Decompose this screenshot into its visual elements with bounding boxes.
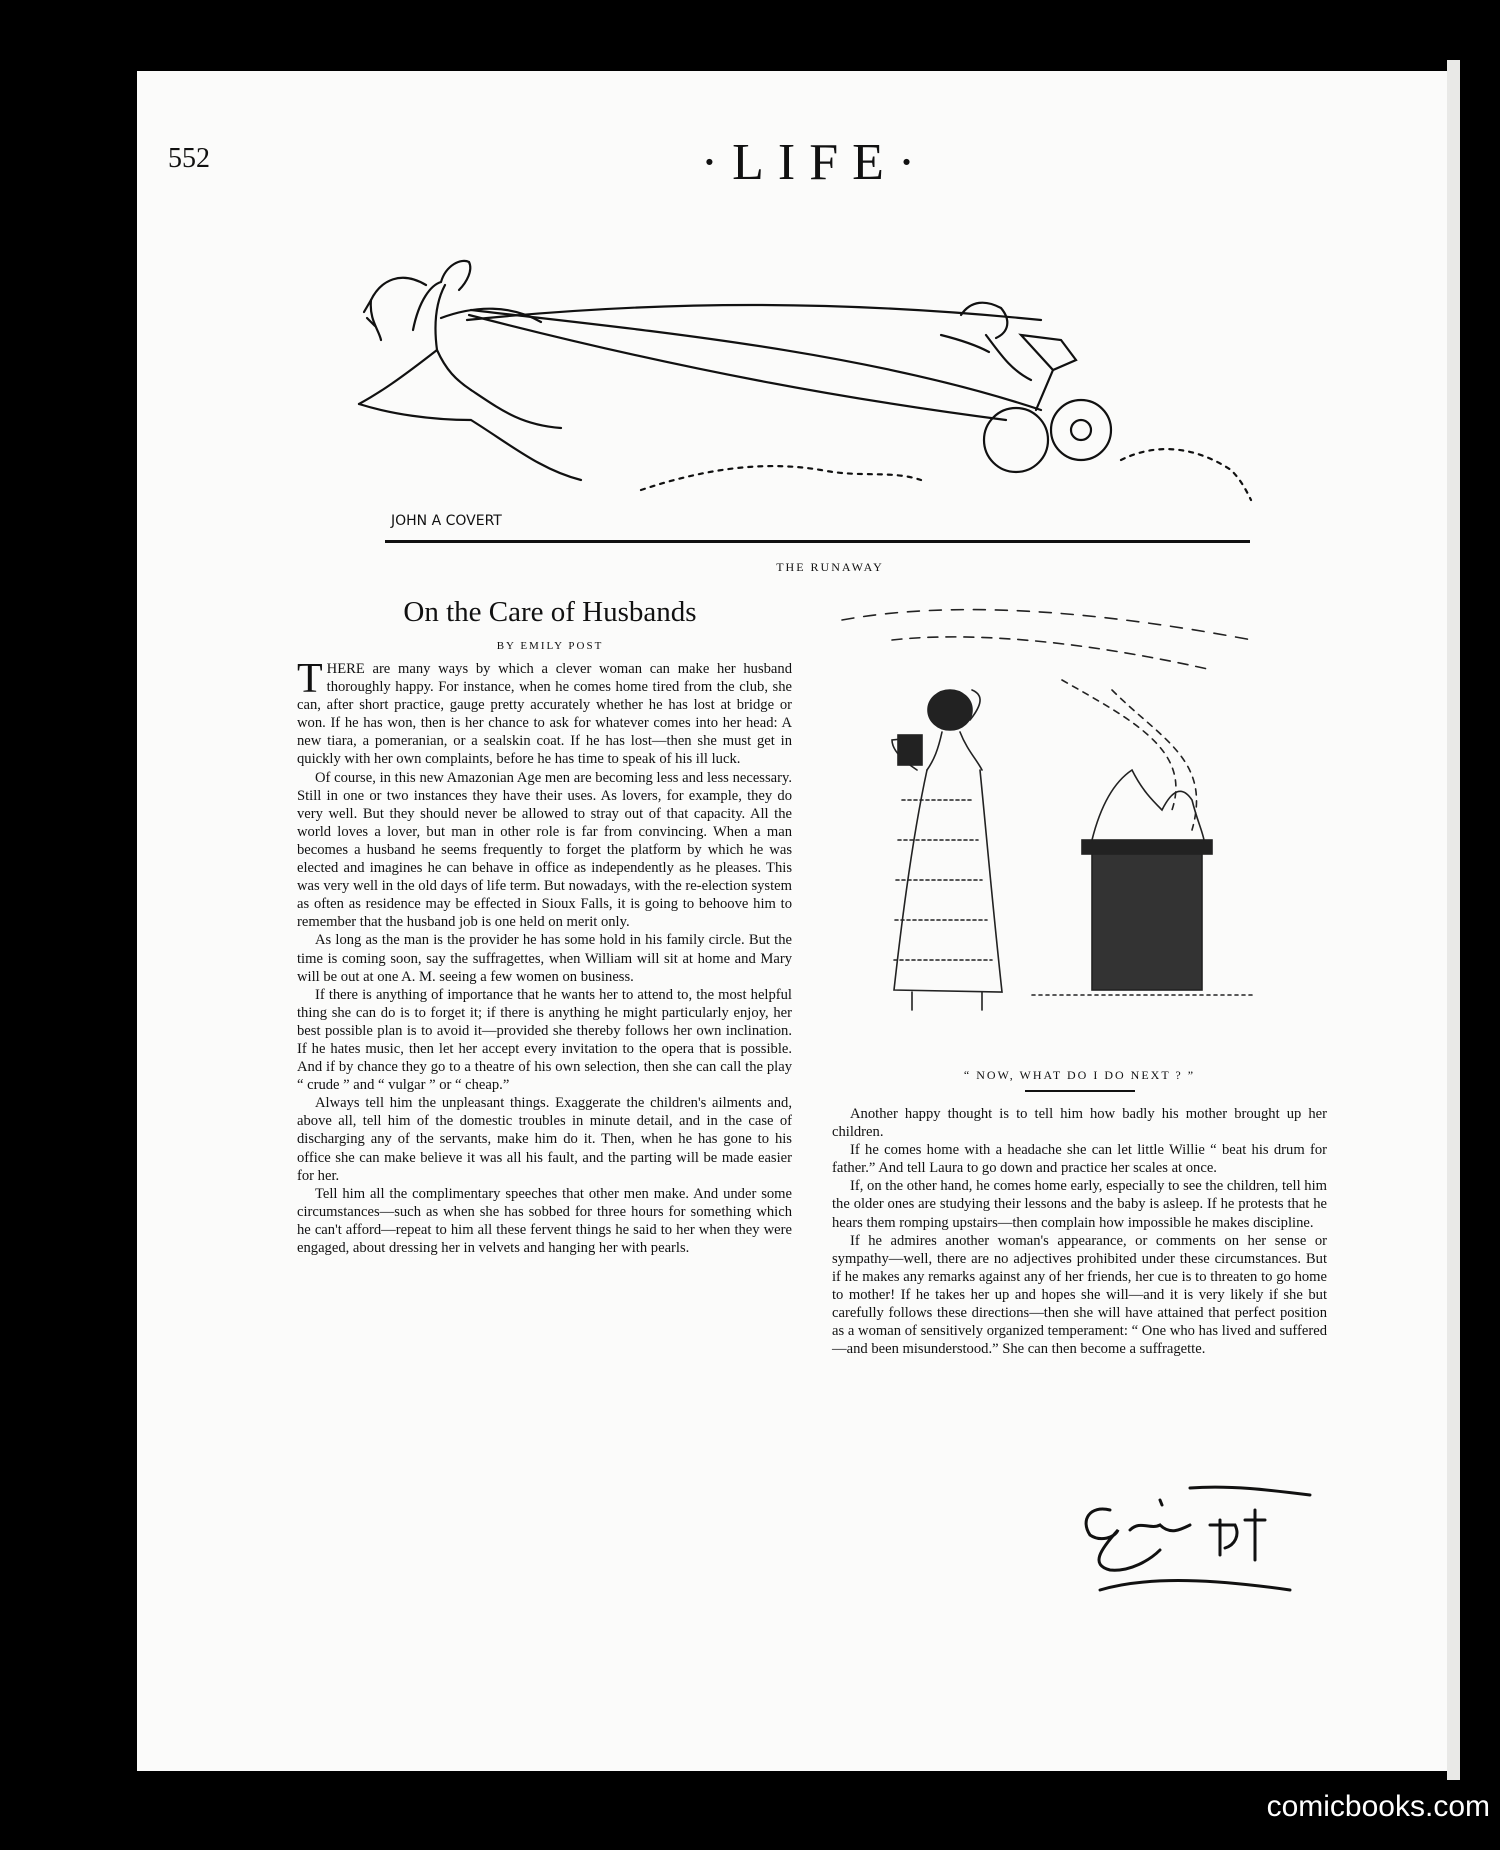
article-paragraph: As long as the man is the provider he has some hold in his family circle. But the time is coming soon, say the suffragettes, when William will sit at home and Mary will be out at one A. M. seeing a few women on business. <box>297 932 792 985</box>
article-paragraph: Of course, in this new Amazonian Age men are becoming less and less necessary. Still in one or two instances they have their uses. As lovers, for example, they do very well. But they should never be allowed to stray out of that capacity. All the world loves a lover, but man in other role is far from convincing. When a man becomes a husband he seems frequently to forget the platform by which he was elected and imagines he can behave in office as independently as he pleases. This was very well in the old days of life term. But nowadays, with the re-election system as often as residence may be effected in Sioux Falls, it is going to behoove him to remember that the husband job is one held on merit only. <box>297 769 792 931</box>
article-paragraph: Always tell him the unpleasant things. Exaggerate the children's ailments and, above all, tell him of the domestic troubles in minute detail, and in the case of discharging any of the servants, make him do it. Then, when he has gone to his office she can make believe it was all his fault, and the parting will be made easier for her. <box>297 1095 792 1184</box>
article-column-left <box>297 656 792 1257</box>
article-paragraph: Another happy thought is to tell him how badly his mother brought up her children. <box>832 1106 1327 1141</box>
cartoon-caption: THE RUNAWAY <box>776 560 884 574</box>
article-paragraph: If he comes home with a headache she can let little Willie “ beat his drum for father.” And tell Laura to go down and practice her scales at once. <box>832 1142 1327 1177</box>
article-title: On the Care of Husbands <box>403 596 697 628</box>
article-paragraph <box>297 656 792 769</box>
illustration-caption: “ NOW, WHAT DO I DO NEXT ? ” <box>963 1068 1196 1082</box>
page-number: 552 <box>168 143 210 174</box>
article-paragraph: If, on the other hand, he comes home early, especially to see the children, tell him the older ones are studying their lessons and the baby is asleep. If he protests that he hears them romping upstairs—then complain how impossible he makes discipline. <box>832 1178 1327 1231</box>
masthead: ·LIFE· <box>700 134 930 191</box>
article-paragraph: If there is anything of importance that he wants her to attend to, the most helpful thing she can do is to forget it; if there is anything he might particularly enjoy, her best possible plan is to avoid it—provided she thereby follows her own inclination. If he hates music, then let her accept every invitation to the opera that is possible. And if by chance they go to a theatre of his own selection, then she can call the play “ crude ” and “ vulgar ” or “ cheap.” <box>297 986 792 1094</box>
article-paragraph: If he admires another woman's appearance, or comments on her sense or sympathy—well, there are no adjectives prohibited under these circumstances. But if he makes any remarks against any of her friends, her cue is to threaten to go home to mother! If he takes her up and hopes she will—and it is very likely if she but carefully follows these directions—then she will have attained that perfect position as a woman of sensitively organized temperament: “ One who has lived and suffered—and been misunderstood.” She can then become a suffragette. <box>832 1232 1327 1358</box>
runaway-cartoon <box>241 0 1261 540</box>
article-paragraph: Tell him all the complimentary speeches that other men make. And under some circumstances—such as when she has sobbed for three hours for something which he can't afford—repeat to him all these fervent things he said to her when they were engaged, about dressing her in velvets and hanging her with pearls. <box>297 1185 792 1256</box>
article-byline: BY EMILY POST <box>496 640 604 652</box>
author-signature <box>1070 1480 1330 1610</box>
artist-signature: JOHN A COVERT <box>391 513 502 529</box>
drop-cap: T <box>297 656 323 702</box>
site-watermark: comicbooks.com <box>1266 1790 1490 1823</box>
cartoon-baseline-rule <box>385 540 1250 543</box>
first-paragraph-text: HERE are many ways by which a clever woman can make her husband thoroughly happy. For instance, when he comes home tired from the club, she can, after short practice, gauge pretty accurately whether he has lost at bridge or won. If he has won, then is her chance to ask for whatever comes into her head: A new tiara, a pomeranian, or a sealskin coat. If he has lost—then she must get in quickly with her own complaints, before he has time to speak of his ill luck. <box>297 661 792 768</box>
adjacent-page-edge <box>1447 60 1460 1780</box>
woman-stove-illustration <box>832 600 1327 1060</box>
article-column-right <box>832 1105 1327 1358</box>
caption-rule <box>1025 1090 1135 1092</box>
